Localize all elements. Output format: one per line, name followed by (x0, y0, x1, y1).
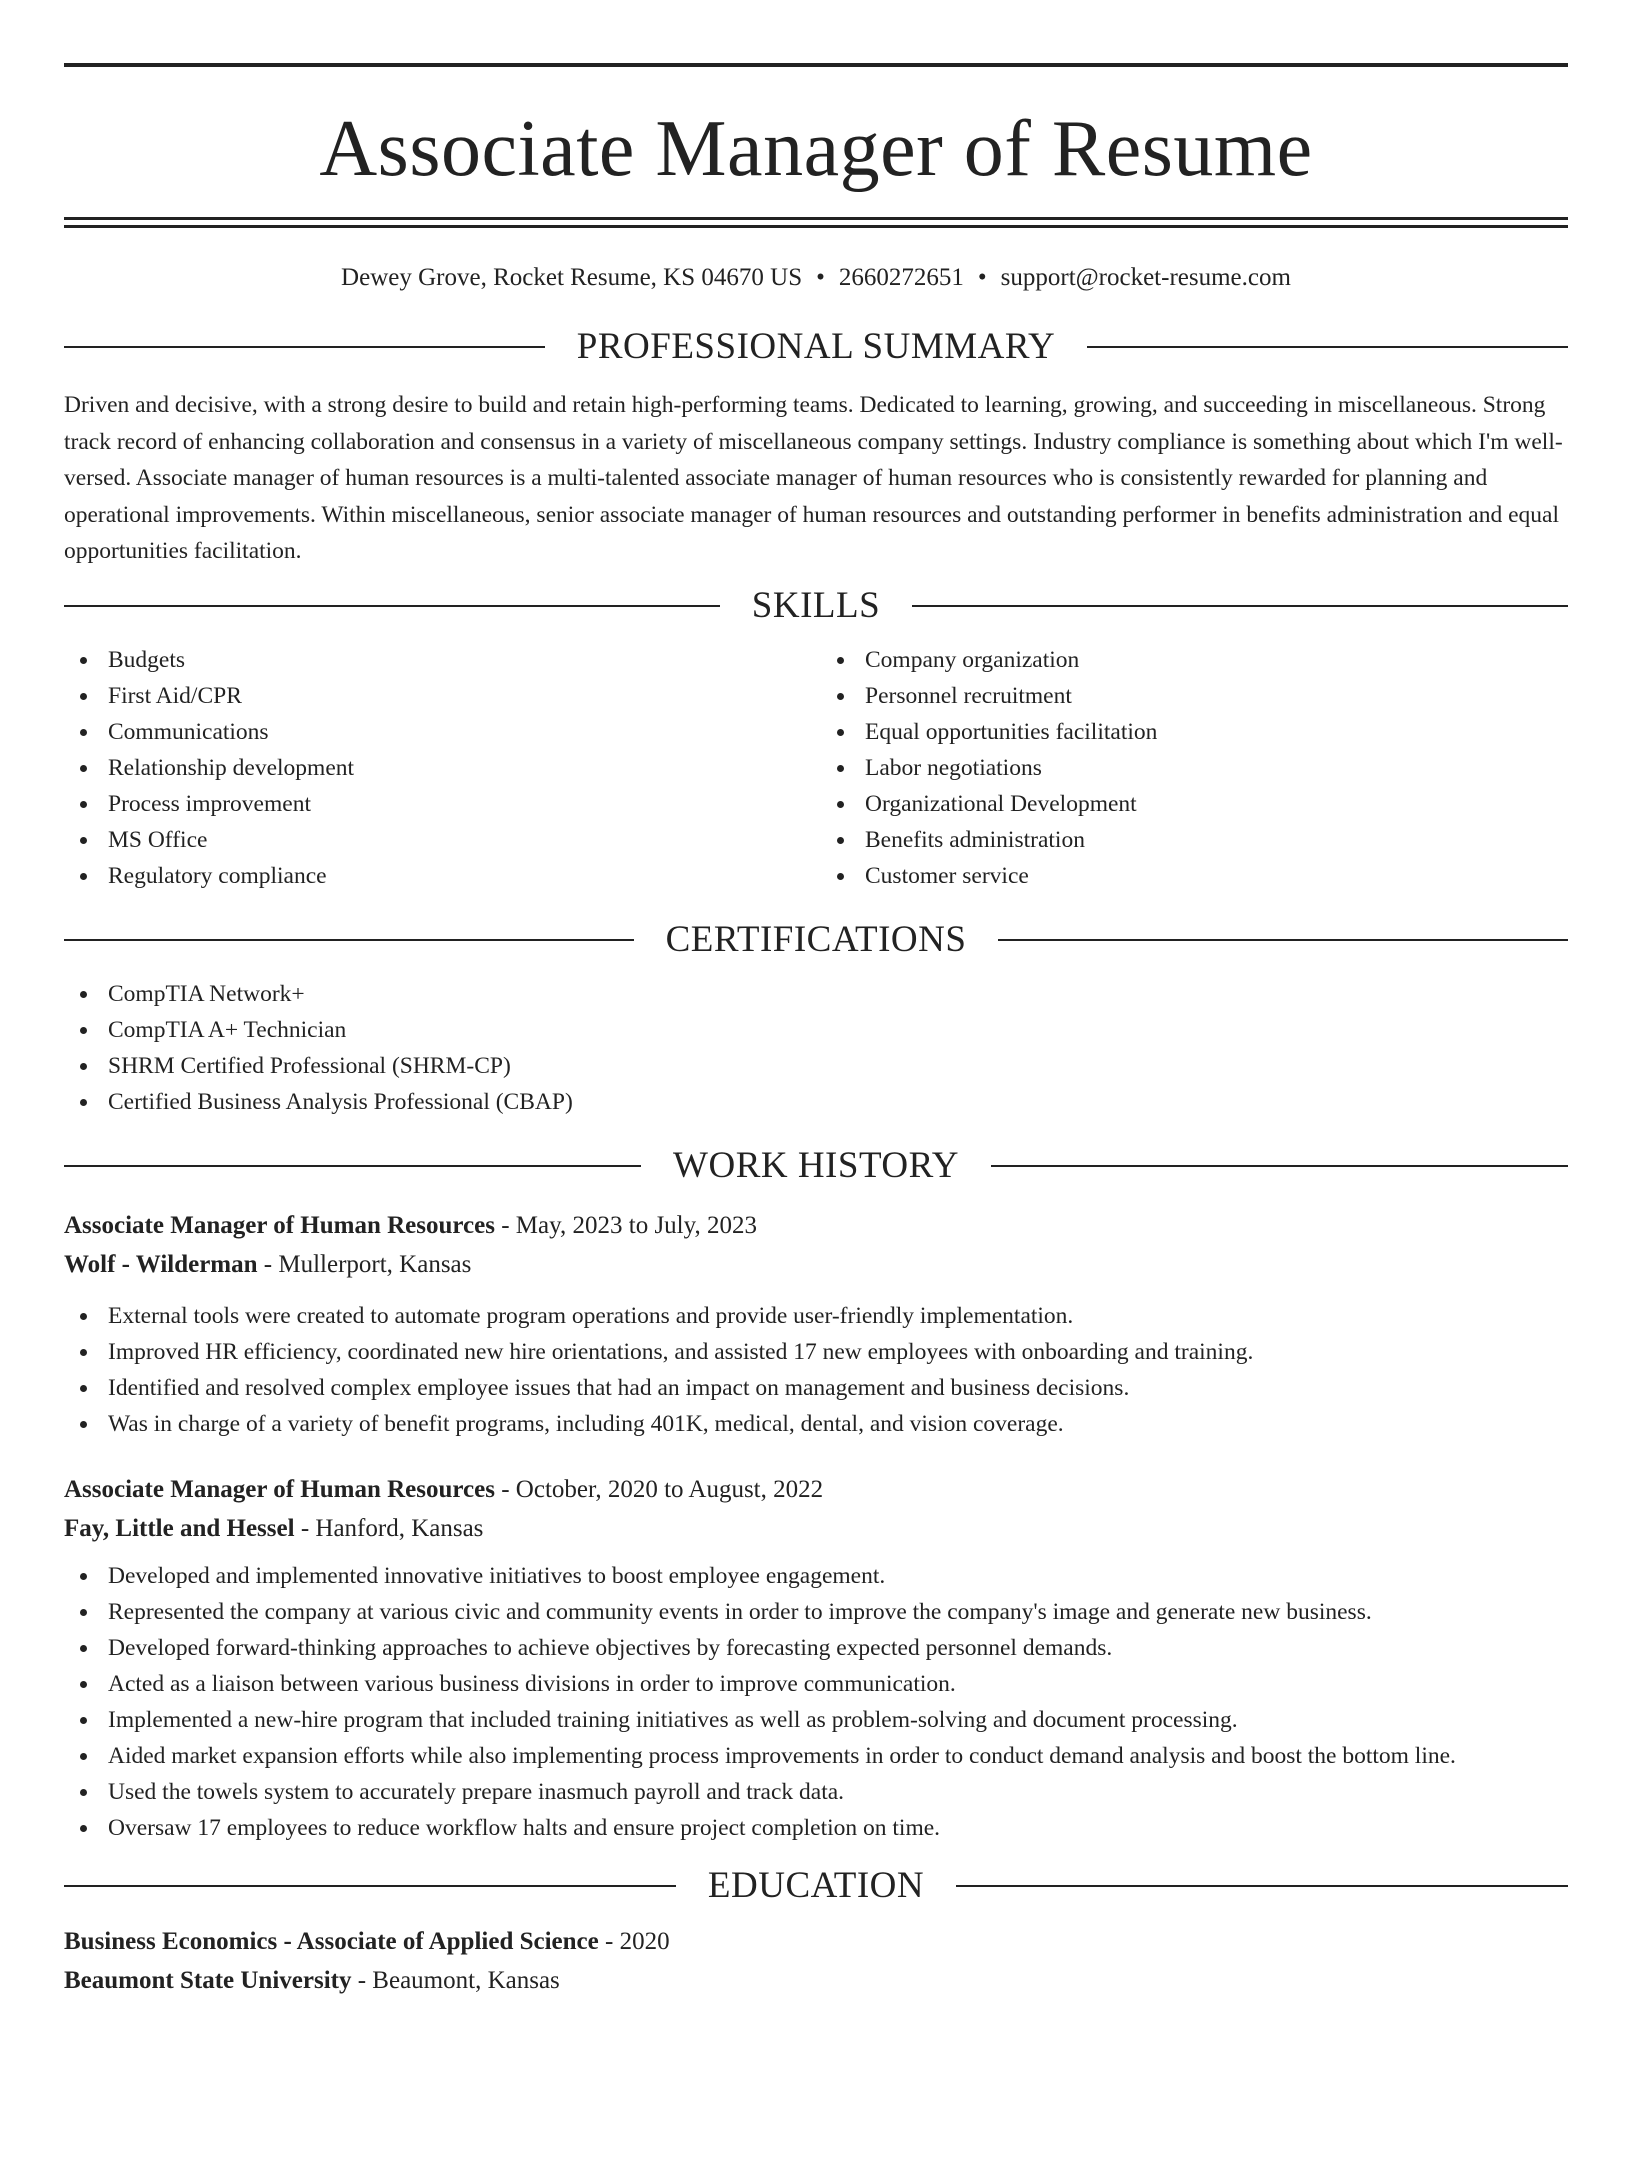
skills-grid (64, 642, 1568, 894)
heading-rule (64, 346, 545, 348)
heading-rule (1087, 346, 1568, 348)
job-bullet: Oversaw 17 employees to reduce workflow halts and ensure project completion on time. (64, 1810, 1568, 1846)
heading-rule (991, 1165, 1568, 1167)
job-company: Wolf - Wilderman (64, 1250, 258, 1278)
job-bullets (64, 1558, 1568, 1846)
certification-item: CompTIA Network+ (64, 976, 1568, 1012)
section-title: PROFESSIONAL SUMMARY (576, 326, 1056, 367)
section-heading-summary (64, 325, 1568, 369)
contact-address: Dewey Grove, Rocket Resume, KS 04670 US (341, 264, 803, 291)
job-bullet: Implemented a new-hire program that included training initiatives as well as problem-solving and document processing. (64, 1702, 1568, 1738)
summary-paragraph: Driven and decisive, with a strong desire to build and retain high-performing teams. Dedicated to learning, growing, and succeeding in miscellaneous. Strong track record of enhancing collaboration and consensus in a variety of miscellaneous company settings. Industry compliance is something about which I'm well-versed. Associate manager of human resources is a multi-talented associate manager of human resources who is consistently rewarded for planning and operational improvements. Within miscellaneous, senior associate manager of human resources and outstanding performer in benefits administration and equal opportunities facilitation. (64, 392, 1563, 564)
job-title-line (64, 1470, 1568, 1509)
heading-rule (956, 1885, 1568, 1887)
job-bullets (64, 1298, 1568, 1442)
section-title: CERTIFICATIONS (665, 918, 967, 960)
section-title: EDUCATION (707, 1864, 925, 1906)
skill-item: Benefits administration (821, 822, 1568, 858)
resume-page (0, 63, 1632, 2175)
job-dates: - May, 2023 to July, 2023 (494, 1211, 758, 1239)
job-bullet: External tools were created to automate program operations and provide user-friendly implementation. (64, 1298, 1568, 1334)
education-year: - 2020 (598, 1927, 670, 1955)
skill-item: Labor negotiations (821, 750, 1568, 786)
certification-item: Certified Business Analysis Professional (CBAP) (64, 1084, 1568, 1120)
section-heading-work (64, 1144, 1568, 1188)
skill-item: Communications (64, 714, 811, 750)
heading-rule (64, 1885, 676, 1887)
job-dates: - October, 2020 to August, 2022 (494, 1475, 824, 1503)
skill-item: Personnel recruitment (821, 678, 1568, 714)
education-degree-line (64, 1922, 1568, 1961)
job-title-line (64, 1206, 1568, 1245)
certification-item: SHRM Certified Professional (SHRM-CP) (64, 1048, 1568, 1084)
job-location: - Mullerport, Kansas (257, 1250, 472, 1278)
job-company: Fay, Little and Hessel (64, 1514, 295, 1542)
resume-title: Associate Manager of Resume (319, 105, 1313, 193)
contact-phone: 2660272651 (838, 264, 964, 291)
education-school: Beaumont State University (64, 1966, 352, 1994)
section-heading-skills (64, 584, 1568, 628)
education-school-line (64, 1961, 1568, 2000)
job-bullet: Represented the company at various civic and community events in order to improve the company's image and generate new business. (64, 1594, 1568, 1630)
education-degree: Business Economics - Associate of Applied Science (64, 1927, 599, 1955)
contact-email[interactable]: support@rocket-resume.com (1000, 264, 1291, 291)
section-title: SKILLS (751, 584, 881, 626)
job-entry (64, 1470, 1568, 1846)
job-role: Associate Manager of Human Resources (64, 1211, 495, 1239)
job-bullet: Improved HR efficiency, coordinated new hire orientations, and assisted 17 new employees with onboarding and training. (64, 1334, 1568, 1370)
skill-item: Relationship development (64, 750, 811, 786)
job-bullet: Used the towels system to accurately prepare inasmuch payroll and track data. (64, 1774, 1568, 1810)
skills-column-right (811, 642, 1568, 894)
title-double-rule (64, 217, 1568, 228)
job-bullet: Developed and implemented innovative initiatives to boost employee engagement. (64, 1558, 1568, 1594)
skill-item: Budgets (64, 642, 811, 678)
skill-item: Regulatory compliance (64, 858, 811, 894)
heading-rule (64, 939, 634, 941)
heading-rule (912, 605, 1568, 607)
certification-item: CompTIA A+ Technician (64, 1012, 1568, 1048)
job-bullet: Acted as a liaison between various business divisions in order to improve communication. (64, 1666, 1568, 1702)
heading-rule (64, 1165, 641, 1167)
skill-item: Organizational Development (821, 786, 1568, 822)
skills-column-left (64, 642, 811, 894)
skill-item: MS Office (64, 822, 811, 858)
skill-item: Equal opportunities facilitation (821, 714, 1568, 750)
section-heading-education (64, 1864, 1568, 1908)
contact-separator: • (816, 264, 825, 291)
job-company-line (64, 1245, 1568, 1284)
education-location: - Beaumont, Kansas (351, 1966, 560, 1994)
heading-rule (998, 939, 1568, 941)
education-entry (64, 1922, 1568, 2000)
contact-separator: • (977, 264, 987, 291)
job-bullet: Identified and resolved complex employee issues that had an impact on management and business decisions. (64, 1370, 1568, 1406)
contact-line (64, 262, 1568, 294)
section-title: WORK HISTORY (673, 1144, 959, 1186)
skill-item: Customer service (821, 858, 1568, 894)
section-heading-certifications (64, 918, 1568, 962)
job-entry (64, 1206, 1568, 1442)
skill-item: Process improvement (64, 786, 811, 822)
skill-item: Company organization (821, 642, 1568, 678)
job-role: Associate Manager of Human Resources (64, 1475, 495, 1503)
job-bullet: Developed forward-thinking approaches to achieve objectives by forecasting expected personnel demands. (64, 1630, 1568, 1666)
job-bullet: Was in charge of a variety of benefit programs, including 401K, medical, dental, and vision coverage. (64, 1406, 1568, 1442)
job-company-line (64, 1509, 1568, 1548)
skill-item: First Aid/CPR (64, 678, 811, 714)
job-bullet: Aided market expansion efforts while also implementing process improvements in order to conduct demand analysis and boost the bottom line. (64, 1738, 1568, 1774)
certifications-list (64, 976, 1568, 1120)
job-location: - Hanford, Kansas (294, 1514, 484, 1542)
heading-rule (64, 605, 720, 607)
